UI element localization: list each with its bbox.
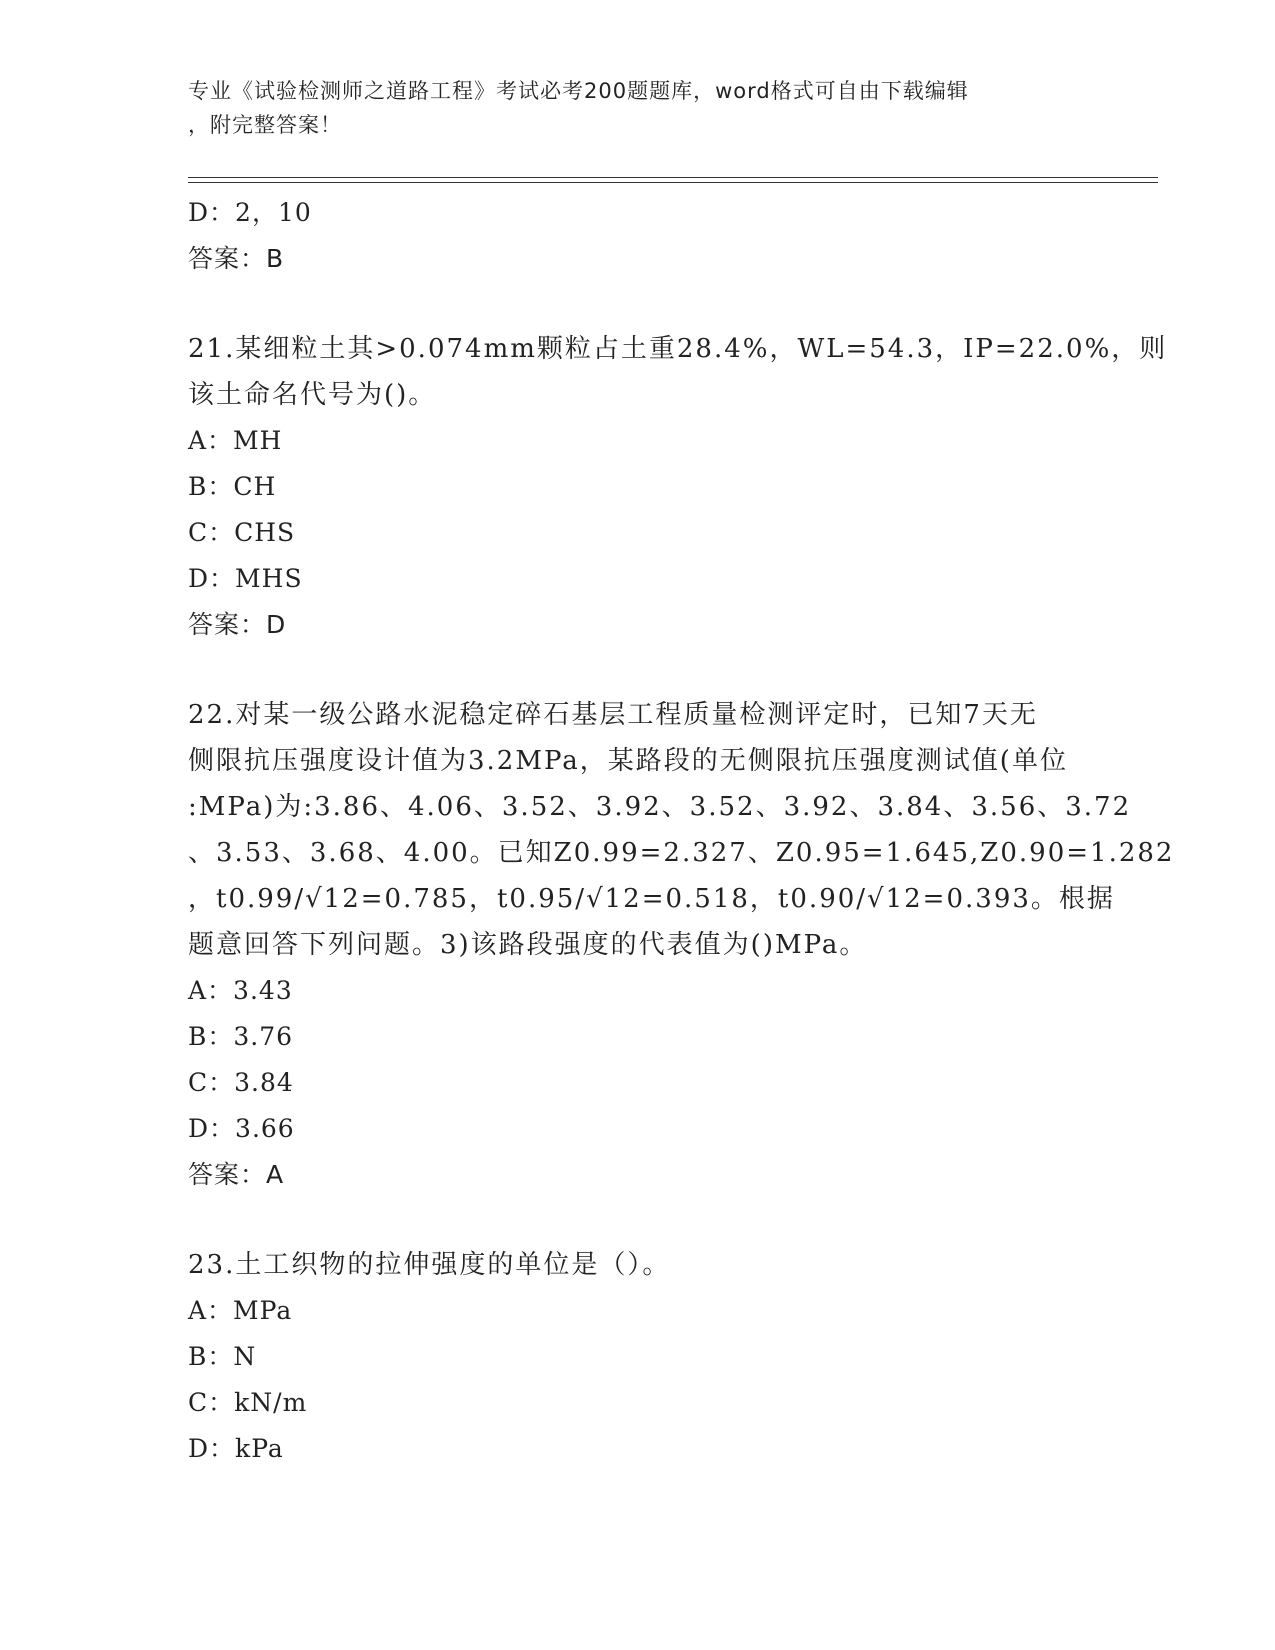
question-23	[188, 1242, 1088, 1472]
option-d: D：MHS	[188, 564, 303, 593]
question-text-line: 侧限抗压强度设计值为3.2MPa，某路段的无侧限抗压强度测试值(单位	[188, 746, 1068, 776]
question-text	[188, 1242, 1088, 1288]
prev-question-tail	[188, 190, 1088, 282]
answer-line: 答案：D	[188, 610, 287, 639]
option-a: A：3.43	[188, 976, 293, 1005]
option-b: B：N	[188, 1342, 257, 1371]
answer-line: 答案：A	[188, 1160, 285, 1189]
question-text	[188, 326, 1168, 418]
question-text-line: ，t0.99/√12=0.785，t0.95/√12=0.518，t0.90/√12=0.393。根据	[188, 884, 1115, 914]
spacer	[188, 1198, 1088, 1242]
option-a: A：MPa	[188, 1296, 293, 1325]
header-divider-top	[188, 177, 1158, 178]
question-text-line: 题意回答下列问题。3)该路段强度的代表值为()MPa。	[188, 930, 868, 960]
option-d: D：3.66	[188, 1114, 295, 1143]
question-text-line: 22.对某一级公路水泥稳定碎石基层工程质量检测评定时，已知7天无	[188, 700, 1038, 730]
option-a: A：MH	[188, 426, 283, 455]
header-line-2: ，附完整答案！	[188, 113, 342, 137]
option-b: B：CH	[188, 472, 277, 501]
question-text	[188, 692, 1175, 968]
answer-line: 答案：B	[188, 244, 285, 273]
question-text-line: 该土命名代号为()。	[188, 380, 437, 410]
question-21	[188, 326, 1168, 648]
option-d: D：kPa	[188, 1434, 284, 1463]
question-22	[188, 692, 1175, 1198]
header-divider-bottom	[188, 182, 1158, 183]
option-d: D：2，10	[188, 198, 312, 227]
document-header	[188, 74, 1068, 142]
option-c: C：kN/m	[188, 1388, 308, 1417]
option-b: B：3.76	[188, 1022, 294, 1051]
question-text-line: 、3.53、3.68、4.00。已知Z0.99=2.327、Z0.95=1.645,Z0.90=1.282	[188, 838, 1175, 868]
question-text-line: 21.某细粒土其>0.074mm颗粒占土重28.4%，WL=54.3，IP=22.0%，则	[188, 334, 1168, 364]
question-list	[188, 190, 1175, 1472]
option-c: C：3.84	[188, 1068, 294, 1097]
question-text-line: :MPa)为:3.86、4.06、3.52、3.92、3.52、3.92、3.84、3.56、3.72	[188, 792, 1132, 822]
spacer	[188, 648, 1088, 692]
question-text-line: 23.土工织物的拉伸强度的单位是（）。	[188, 1250, 671, 1280]
spacer	[188, 282, 1088, 326]
header-line-1: 专业《试验检测师之道路工程》考试必考200题题库，word格式可自由下载编辑	[188, 79, 969, 103]
option-c: C：CHS	[188, 518, 296, 547]
